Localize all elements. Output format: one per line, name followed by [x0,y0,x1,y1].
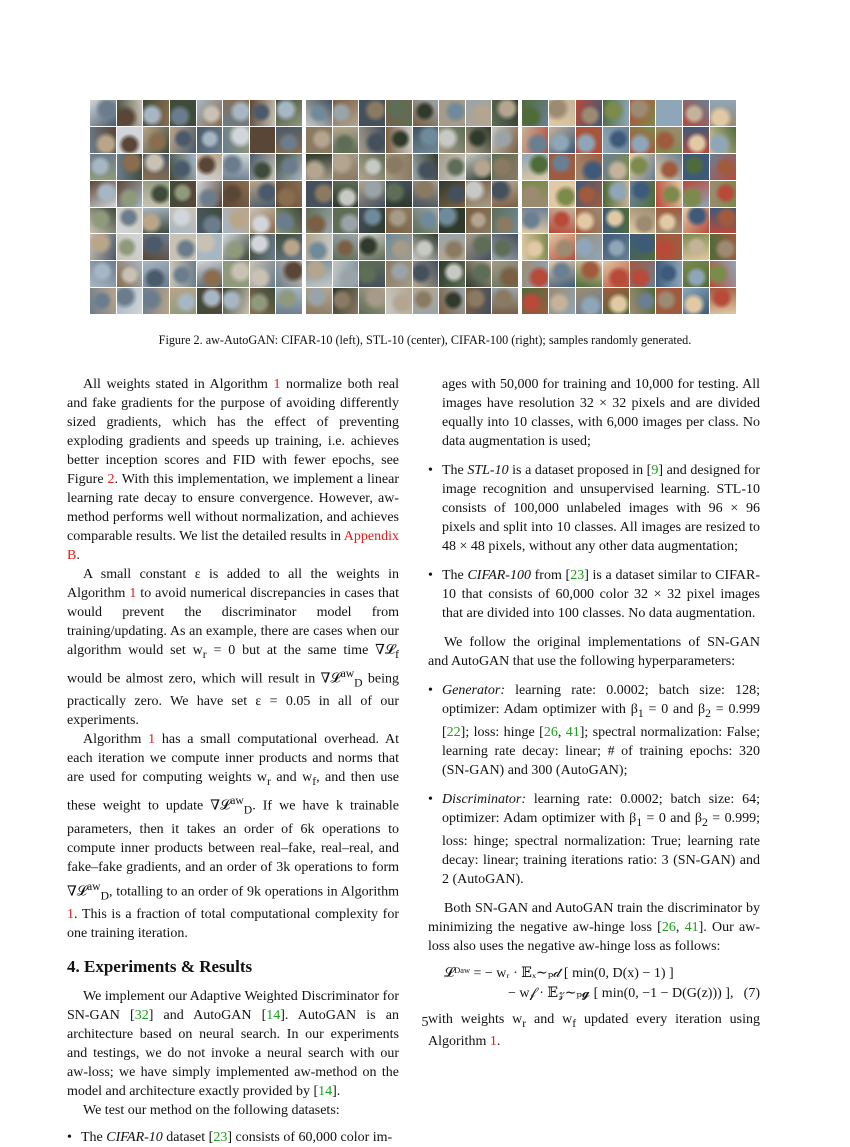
bullet-discriminator: • Discriminator: learning rate: 0.0002; batch size: 64; optimizer: Adam optimizer with $\beta_1 = 0$ and $\beta_2 = 0.999$; loss: hinge; spectral normalization: True; learning rate decay: linear; training iterations ratio: 3 (SN-GAN) and 2 (AutoGAN). [428,791,760,887]
sample-image-thumbnail [197,234,223,260]
paragraph: Algorithm 1 has a small computational overhead. At each iteration we compute inner products and norms that are used for computing weights $w_r$ and $w_f$, and then use these weight to update ∇𝓛$^{aw}_D$. If we have k trainable parameters, then it takes an order of 6k operations to compute inner products between real–fake, real–real, and fake–fake gradients, and an order of 3k operations to form ∇𝓛$^{aw}_D$, totalling to an order of 9k operations in Algorithm 1. This is a fraction of total computational complexity for one training iteration. [67,732,399,941]
citation-link[interactable]: 41 [684,919,699,935]
sample-image-thumbnail [492,154,518,180]
sample-image-thumbnail [90,181,116,207]
sample-image-thumbnail [710,154,736,180]
sample-image-thumbnail [223,288,249,314]
sample-image-thumbnail [413,288,439,314]
algorithm-ref-link[interactable]: 1 [489,1034,497,1050]
sample-image-thumbnail [359,261,385,287]
sample-image-thumbnail [603,261,629,287]
sample-image-thumbnail [683,154,709,180]
paragraph: We test our method on the following datasets: [83,1102,340,1118]
algorithm-ref-link[interactable]: 1 [67,906,74,922]
sample-image-thumbnail [413,181,439,207]
sample-image-thumbnail [466,234,492,260]
sample-image-thumbnail [170,127,196,153]
sample-image-thumbnail [359,100,385,126]
sample-image-thumbnail [223,181,249,207]
sample-image-thumbnail [197,154,223,180]
sample-image-thumbnail [656,100,682,126]
sample-image-thumbnail [656,127,682,153]
sample-image-thumbnail [90,100,116,126]
stl10-sample-grid [306,100,518,314]
sample-image-thumbnail [492,261,518,287]
bullet-cifar10: • The CIFAR-10 dataset [23] consists of 60,000 color im- [67,1129,393,1145]
sample-image-thumbnail [413,100,439,126]
algorithm-ref-link[interactable]: 1 [129,586,137,601]
right-column [428,375,760,1051]
sample-image-thumbnail [117,208,143,234]
section-heading: 4. Experiments & Results [67,956,253,976]
sample-image-thumbnail [413,261,439,287]
sample-image-thumbnail [197,127,223,153]
sample-image-thumbnail [250,154,276,180]
sample-image-thumbnail [276,261,302,287]
equation-line-2: − w𝒻 · 𝔼𝓏∼ₚ𝓰 [ min(0, −1 − D(G(z))) ], [508,985,734,1001]
sample-image-thumbnail [439,127,465,153]
citation-link[interactable]: 26 [543,724,558,740]
sample-image-thumbnail [576,288,602,314]
sample-image-thumbnail [223,208,249,234]
figure-ref-link[interactable]: 2 [107,472,115,487]
sample-image-thumbnail [492,288,518,314]
sample-image-thumbnail [117,181,143,207]
sample-image-thumbnail [630,261,656,287]
sample-image-thumbnail [466,208,492,234]
sample-image-thumbnail [522,234,548,260]
sample-image-thumbnail [439,181,465,207]
sample-image-thumbnail [710,234,736,260]
sample-image-thumbnail [306,100,332,126]
sample-image-thumbnail [359,234,385,260]
sample-image-thumbnail [522,208,548,234]
sample-image-thumbnail [439,100,465,126]
bullet-generator: • Generator: learning rate: 0.0002; batch size: 128; optimizer: Adam optimizer with $\beta_1 = 0$ and $\beta_2 = 0.999$ [22]; loss: hinge [26, 41]; spectral normalization: False; learning rate decay: linear; # of training epochs: 320 (SN-GAN) and 300 (AutoGAN); [428,683,761,778]
sample-image-thumbnail [413,127,439,153]
sample-image-thumbnail [603,234,629,260]
sample-image-thumbnail [522,127,548,153]
sample-image-thumbnail [223,261,249,287]
sample-image-thumbnail [306,127,332,153]
sample-image-thumbnail [276,234,302,260]
sample-image-thumbnail [630,127,656,153]
sample-image-thumbnail [333,288,359,314]
sample-image-thumbnail [439,261,465,287]
sample-image-thumbnail [197,261,223,287]
sample-image-thumbnail [359,154,385,180]
sample-image-thumbnail [413,208,439,234]
paragraph: All weights stated in Algorithm 1 normalize both real and fake gradients for the purpose of avoiding differently sized gradients, which has the effect of preventing exploding gradients and speeds up training, i.e. achieves better inception scores and FID with fewer epochs, see Figure 2. With this implementation, we implement a linear learning rate decay to ensure convergence. However, aw-method performs well without normalization, and achieves comparable results. We list the detailed results in Appendix B. [67,377,400,563]
sample-image-thumbnail [710,100,736,126]
cifar100-sample-grid [522,100,736,314]
sample-image-thumbnail [117,154,143,180]
sample-image-thumbnail [333,234,359,260]
sample-image-thumbnail [683,208,709,234]
sample-image-thumbnail [522,181,548,207]
sample-image-thumbnail [683,100,709,126]
sample-image-thumbnail [466,288,492,314]
sample-image-thumbnail [386,100,412,126]
sample-image-thumbnail [522,100,548,126]
sample-image-thumbnail [143,181,169,207]
sample-image-thumbnail [143,234,169,260]
sample-image-thumbnail [576,181,602,207]
sample-image-thumbnail [630,208,656,234]
sample-image-thumbnail [276,100,302,126]
sample-image-thumbnail [710,181,736,207]
sample-image-thumbnail [223,154,249,180]
sample-image-thumbnail [576,261,602,287]
sample-image-thumbnail [710,127,736,153]
citation-link[interactable]: 23 [213,1129,228,1145]
sample-image-thumbnail [630,181,656,207]
bullet-cifar10-continued: ages with 50,000 for training and 10,000 for testing. All images have resolution 32 × 32 pixels and are divided equally into 10 classes, with 6,000 images per class. No data augmentation is used; [442,377,760,449]
sample-image-thumbnail [90,288,116,314]
citation-link[interactable]: 14 [266,1007,281,1023]
left-column [67,375,399,1147]
sample-image-thumbnail [683,288,709,314]
paragraph: We implement our Adaptive Weighted Discriminator for SN-GAN [32] and AutoGAN [14]. AutoGAN is an architecture based on neural search. In our experiments and testings, we do not invoke a neural search with our aw-loss; we have simply implemented aw-method on the model and architecture exactly provided by [14]. [67,988,399,1099]
figure-caption: Figure 2. aw-AutoGAN: CIFAR-10 (left), STL-10 (center), CIFAR-100 (right); samples randomly generated. [158,333,692,347]
sample-image-thumbnail [90,127,116,153]
citation-link[interactable]: 26 [661,919,676,935]
sample-image-thumbnail [170,181,196,207]
sample-image-thumbnail [522,154,548,180]
citation-link[interactable]: 41 [565,724,580,740]
sample-image-thumbnail [359,181,385,207]
sample-image-thumbnail [710,208,736,234]
citation-link[interactable]: 32 [134,1007,149,1023]
sample-image-thumbnail [439,154,465,180]
sample-image-thumbnail [250,181,276,207]
sample-image-thumbnail [117,234,143,260]
sample-image-thumbnail [143,288,169,314]
page-number: 5 [421,1015,429,1030]
sample-image-thumbnail [197,181,223,207]
sample-image-thumbnail [656,208,682,234]
sample-image-thumbnail [522,261,548,287]
sample-image-thumbnail [683,127,709,153]
sample-image-thumbnail [250,234,276,260]
sample-image-thumbnail [549,154,575,180]
sample-image-thumbnail [223,234,249,260]
sample-image-thumbnail [250,127,276,153]
sample-image-thumbnail [549,127,575,153]
sample-image-thumbnail [710,261,736,287]
sample-image-thumbnail [492,181,518,207]
sample-image-thumbnail [492,127,518,153]
sample-image-thumbnail [143,127,169,153]
sample-image-thumbnail [143,261,169,287]
sample-image-thumbnail [630,288,656,314]
sample-image-thumbnail [197,288,223,314]
sample-image-thumbnail [117,261,143,287]
sample-image-thumbnail [359,208,385,234]
equation-number: (7) [743,985,760,1001]
sample-image-thumbnail [603,100,629,126]
sample-image-thumbnail [386,288,412,314]
sample-image-thumbnail [333,181,359,207]
sample-image-thumbnail [386,234,412,260]
sample-image-thumbnail [306,154,332,180]
sample-image-thumbnail [439,234,465,260]
sample-image-thumbnail [386,127,412,153]
sample-image-thumbnail [170,154,196,180]
sample-image-thumbnail [250,288,276,314]
sample-image-thumbnail [576,100,602,126]
sample-image-thumbnail [466,261,492,287]
paragraph: Both SN-GAN and AutoGAN train the discriminator by minimizing the negative aw-hinge loss [26, 41]. Our aw-loss also uses the negative aw-hinge loss as follows: [428,900,761,954]
sample-image-thumbnail [223,127,249,153]
sample-image-thumbnail [276,154,302,180]
sample-image-thumbnail [413,234,439,260]
sample-image-thumbnail [306,234,332,260]
sample-image-thumbnail [170,208,196,234]
bullet-cifar100: • The CIFAR-100 from [23] is a dataset similar to CIFAR-10 that consists of 60,000 color 32 × 32 pixel images that are divided into 100 classes. No data augmentation. [428,568,760,621]
sample-image-thumbnail [90,261,116,287]
sample-image-thumbnail [630,234,656,260]
sample-image-thumbnail [683,181,709,207]
sample-image-thumbnail [250,208,276,234]
sample-image-thumbnail [90,154,116,180]
paragraph: A small constant ε is added to all the weights in Algorithm 1 to avoid numerical discrepancies in cases that would prevent the discriminator model from training/updating. As an example, there are cases when our algorithm would set $w_r = 0$ but at the same time ∇𝓛$_f$ would be almost zero, which will result in ∇𝓛$^{aw}_D$ being practically zero. We have set ε = 0.05 in all of our experiments. [67,567,399,729]
citation-link[interactable]: 23 [570,568,585,583]
sample-image-thumbnail [223,100,249,126]
sample-image-thumbnail [656,234,682,260]
sample-image-thumbnail [170,234,196,260]
sample-image-thumbnail [603,127,629,153]
sample-image-thumbnail [143,208,169,234]
sample-image-thumbnail [197,100,223,126]
sample-image-thumbnail [306,208,332,234]
sample-image-thumbnail [549,261,575,287]
sample-image-thumbnail [549,100,575,126]
sample-image-thumbnail [333,154,359,180]
sample-image-thumbnail [549,181,575,207]
sample-image-thumbnail [439,208,465,234]
sample-image-thumbnail [170,261,196,287]
sample-image-thumbnail [276,288,302,314]
citation-link[interactable]: 9 [651,463,659,478]
sample-image-thumbnail [466,127,492,153]
sample-image-thumbnail [306,181,332,207]
equation-line-1: 𝓛ᴰᵃʷ = − wᵣ · 𝔼ₓ∼ₚ𝒹 [ min(0, D(x) − 1) ] [444,965,674,981]
appendix-ref-link[interactable]: Appendix B [67,529,399,563]
paragraph: with weights $w_r$ and $w_f$ updated every iteration using Algorithm 1. [428,1011,760,1050]
sample-image-thumbnail [170,100,196,126]
sample-image-thumbnail [117,288,143,314]
sample-image-thumbnail [333,127,359,153]
sample-image-thumbnail [276,127,302,153]
sample-image-thumbnail [630,100,656,126]
sample-image-thumbnail [386,261,412,287]
sample-image-thumbnail [90,208,116,234]
sample-image-thumbnail [603,288,629,314]
sample-image-thumbnail [306,261,332,287]
sample-image-thumbnail [603,154,629,180]
paragraph: We follow the original implementations of SN-GAN and AutoGAN that use the following hyperparameters: [428,635,760,669]
sample-image-thumbnail [466,100,492,126]
sample-image-thumbnail [276,181,302,207]
sample-image-thumbnail [683,234,709,260]
sample-image-thumbnail [359,288,385,314]
cifar10-sample-grid [90,100,302,314]
sample-image-thumbnail [576,127,602,153]
sample-image-thumbnail [466,154,492,180]
algorithm-ref-link[interactable]: 1 [148,732,156,748]
sample-image-thumbnail [276,208,302,234]
sample-image-thumbnail [683,261,709,287]
sample-image-thumbnail [549,208,575,234]
sample-image-thumbnail [197,208,223,234]
sample-image-thumbnail [250,100,276,126]
sample-image-thumbnail [90,234,116,260]
sample-image-thumbnail [333,208,359,234]
sample-image-thumbnail [333,261,359,287]
sample-image-thumbnail [117,127,143,153]
sample-image-thumbnail [549,234,575,260]
sample-image-thumbnail [117,100,143,126]
sample-image-thumbnail [576,208,602,234]
sample-image-thumbnail [549,288,575,314]
sample-image-thumbnail [333,100,359,126]
sample-image-thumbnail [630,154,656,180]
citation-link[interactable]: 14 [318,1083,333,1099]
sample-image-thumbnail [492,208,518,234]
sample-image-thumbnail [413,154,439,180]
sample-image-thumbnail [656,288,682,314]
equation-7 [428,964,760,1004]
sample-image-thumbnail [522,288,548,314]
sample-image-thumbnail [359,127,385,153]
sample-image-thumbnail [439,288,465,314]
algorithm-ref-link[interactable]: 1 [273,377,281,392]
sample-image-thumbnail [603,181,629,207]
sample-image-thumbnail [710,288,736,314]
bullet-stl10: • The STL-10 is a dataset proposed in [9] and designed for image recognition and unsupervised learning. STL-10 consists of 100,000 unlabeled images with 96 × 96 pixels and split into 10 classes. All images are resized to 48 × 48 pixels, without any other data augmentation; [428,463,761,554]
figure-2 [90,100,736,314]
sample-image-thumbnail [576,154,602,180]
sample-image-thumbnail [603,208,629,234]
sample-image-thumbnail [492,100,518,126]
sample-image-thumbnail [466,181,492,207]
sample-image-thumbnail [170,288,196,314]
sample-image-thumbnail [386,208,412,234]
sample-image-thumbnail [656,181,682,207]
citation-link[interactable]: 22 [446,724,461,740]
sample-image-thumbnail [306,288,332,314]
sample-image-thumbnail [386,154,412,180]
sample-image-thumbnail [656,154,682,180]
sample-image-thumbnail [143,154,169,180]
sample-image-thumbnail [576,234,602,260]
sample-image-thumbnail [250,261,276,287]
sample-image-thumbnail [492,234,518,260]
sample-image-thumbnail [656,261,682,287]
sample-image-thumbnail [386,181,412,207]
sample-image-thumbnail [143,100,169,126]
